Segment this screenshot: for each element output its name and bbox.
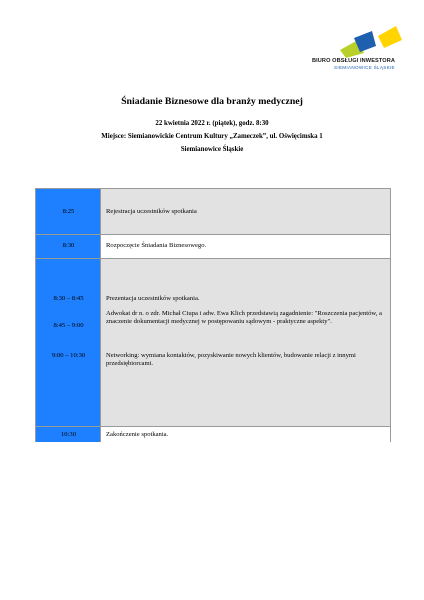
agenda-time: 8:25 [62,208,75,215]
agenda-time: 8:30 – 8:45 [53,295,84,302]
agenda-row-start [36,234,390,258]
logo-text-city: SIEMIANOWICE ŚLĄSKIE [334,65,395,70]
agenda-row-registration [36,189,390,234]
page-title: Śniadanie Biznesowe dla branży medycznej [121,96,303,107]
agenda-text: Adwokat dr n. o zdr. Michał Ciupa i adw. Ewa Klich przedstawią zagadnienie: "Roszczenia pacjentów, a znaczenie dokumentacji medycznej w postępowaniu sądowym - praktyczne aspekty". [106,310,382,326]
agenda-text: Zakończenie spotkania. [106,431,169,438]
agenda-text: Rozpoczęcie Śniadania Biznesowego. [106,242,207,249]
agenda-text: Prezentacja uczestników spotkania. [106,295,200,302]
agenda-time: 8:30 [62,242,75,249]
event-date: 22 kwietnia 2022 r. (piątek), godz. 8:30 [155,120,269,127]
agenda-time: 8:45 – 9:00 [53,322,84,329]
agenda-row-end [36,426,390,442]
agenda-time: 10:30 [60,431,77,438]
event-place: Miejsce: Siemianowickie Centrum Kultury „Zameczek”, ul. Oświęcimska 1 [101,133,323,140]
logo-text-main: BIURO OBSŁUGI INWESTORA [312,58,395,64]
logo-mark-icon [338,26,408,58]
agenda-text: Networking: wymiana kontaktów, pozyskiwanie nowych klientów, budowanie relacji z innymi przedsiębiorcami. [106,352,356,368]
agenda-text: Rejestracja uczestników spotkania [106,208,197,215]
agenda-table [35,188,391,442]
logo [308,26,408,76]
event-city: Siemianowice Śląskie [180,146,244,153]
agenda-row-program [36,258,390,426]
agenda-time: 9:00 – 10:30 [51,352,86,359]
